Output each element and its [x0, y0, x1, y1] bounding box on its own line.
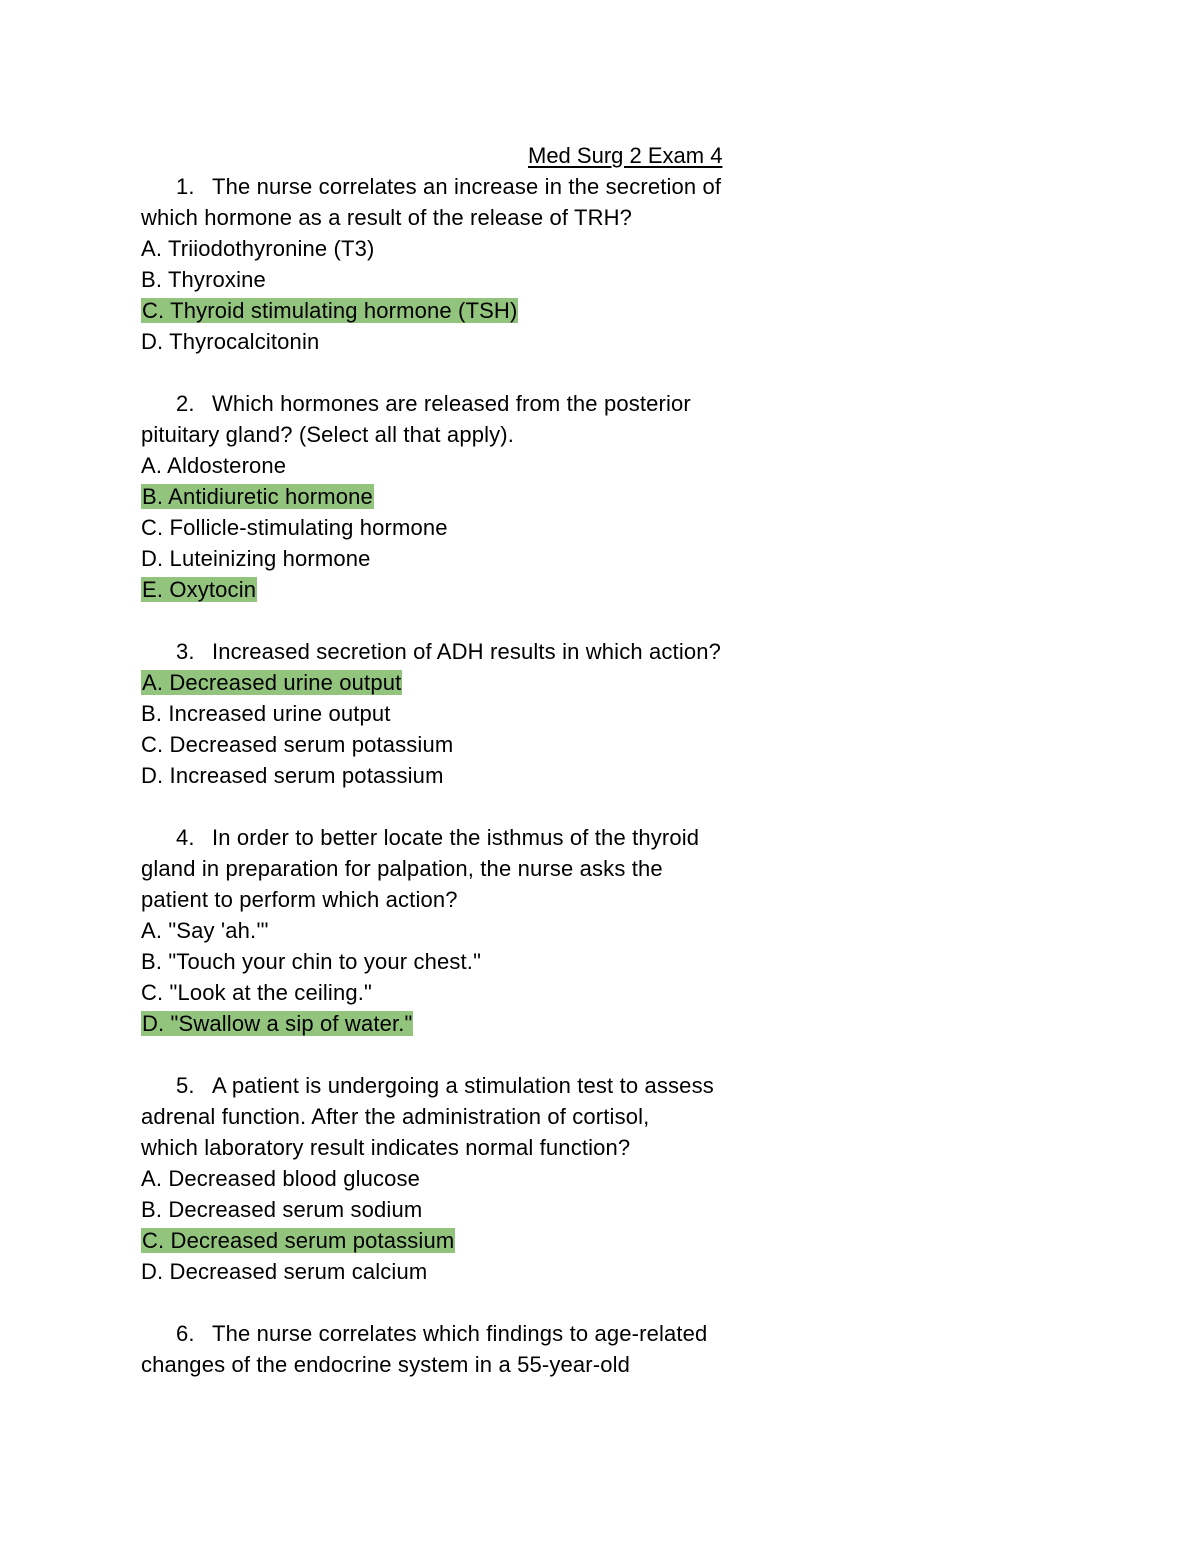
answer-option-text: B. Decreased serum sodium: [141, 1197, 423, 1222]
question-stem-line: [141, 884, 458, 915]
answer-option-text-highlighted: C. Decreased serum potassium: [142, 1228, 455, 1253]
question-stem-line: [141, 1101, 649, 1132]
question-text: In order to better locate the isthmus of the thyroid: [212, 825, 700, 850]
answer-option-text: B. Thyroxine: [141, 267, 266, 292]
answer-option-text: A. Aldosterone: [141, 453, 287, 478]
answer-option-text-highlighted: C. Thyroid stimulating hormone (TSH): [142, 298, 518, 323]
answer-option-text: B. Increased urine output: [141, 701, 391, 726]
question-stem-line: [141, 1349, 630, 1380]
answer-option: [141, 1256, 427, 1287]
answer-option-text: B. "Touch your chin to your chest.": [141, 949, 482, 974]
question-number: 6.: [176, 1321, 195, 1346]
answer-option-text: C. Follicle-stimulating hormone: [141, 515, 448, 540]
answer-option: [141, 760, 444, 791]
question-stem-line: [141, 202, 632, 233]
answer-option: [141, 326, 319, 357]
question-text: Which hormones are released from the posterior: [212, 391, 691, 416]
question-text: pituitary gland? (Select all that apply).: [141, 422, 515, 447]
question-number: 2.: [176, 391, 195, 416]
answer-option-text: A. Decreased blood glucose: [141, 1166, 421, 1191]
question-stem-first-line: [176, 1318, 707, 1349]
answer-option-text: D. Increased serum potassium: [141, 763, 444, 788]
answer-option: [141, 295, 518, 326]
question-text: gland in preparation for palpation, the nurse asks the: [141, 856, 663, 881]
question-stem-first-line: [176, 388, 691, 419]
answer-option-text-highlighted: B. Antidiuretic hormone: [142, 484, 373, 509]
answer-option: [141, 729, 453, 760]
answer-option-text-highlighted: E. Oxytocin: [142, 577, 257, 602]
question-stem-first-line: [176, 171, 721, 202]
question-number: 1.: [176, 174, 195, 199]
answer-option-text: D. Luteinizing hormone: [141, 546, 371, 571]
answer-option: [141, 1225, 455, 1256]
answer-option-text: D. Thyrocalcitonin: [141, 329, 320, 354]
question-text: The nurse correlates which findings to age-related: [212, 1321, 708, 1346]
question-text: A patient is undergoing a stimulation test to assess: [212, 1073, 714, 1098]
answer-option: [141, 264, 266, 295]
question-number: 4.: [176, 825, 195, 850]
answer-option: [141, 450, 286, 481]
answer-option: [141, 1163, 420, 1194]
question-stem-first-line: [176, 1070, 714, 1101]
question-text: changes of the endocrine system in a 55-year-old: [141, 1352, 631, 1377]
question-text: patient to perform which action?: [141, 887, 458, 912]
question-number: 3.: [176, 639, 195, 664]
question-stem-line: [141, 1132, 630, 1163]
question-text: which hormone as a result of the release of TRH?: [141, 205, 633, 230]
question-stem-line: [141, 853, 663, 884]
page-title: Med Surg 2 Exam 4: [528, 143, 723, 168]
question-text: which laboratory result indicates normal function?: [141, 1135, 631, 1160]
answer-option: [141, 667, 402, 698]
question-text: adrenal function. After the administration of cortisol,: [141, 1104, 650, 1129]
answer-option: [141, 698, 391, 729]
answer-option: [141, 512, 448, 543]
answer-option-text: D. Decreased serum calcium: [141, 1259, 428, 1284]
answer-option-text: A. "Say 'ah.'": [141, 918, 269, 943]
answer-option-text: C. "Look at the ceiling.": [141, 980, 372, 1005]
answer-option-text-highlighted: D. "Swallow a sip of water.": [142, 1011, 413, 1036]
question-number: 5.: [176, 1073, 195, 1098]
answer-option: [141, 946, 481, 977]
question-text: The nurse correlates an increase in the secretion of: [212, 174, 722, 199]
answer-option: [141, 574, 257, 605]
answer-option-text-highlighted: A. Decreased urine output: [142, 670, 402, 695]
answer-option: [141, 915, 269, 946]
question-stem-first-line: [176, 636, 721, 667]
answer-option: [141, 543, 371, 574]
question-stem-line: [141, 419, 514, 450]
answer-option-text: C. Decreased serum potassium: [141, 732, 454, 757]
answer-option: [141, 1194, 422, 1225]
answer-option: [141, 1008, 413, 1039]
answer-option-text: A. Triiodothyronine (T3): [141, 236, 375, 261]
question-text: Increased secretion of ADH results in which action?: [212, 639, 722, 664]
answer-option: [141, 481, 374, 512]
question-stem-first-line: [176, 822, 699, 853]
answer-option: [141, 977, 372, 1008]
answer-option: [141, 233, 374, 264]
